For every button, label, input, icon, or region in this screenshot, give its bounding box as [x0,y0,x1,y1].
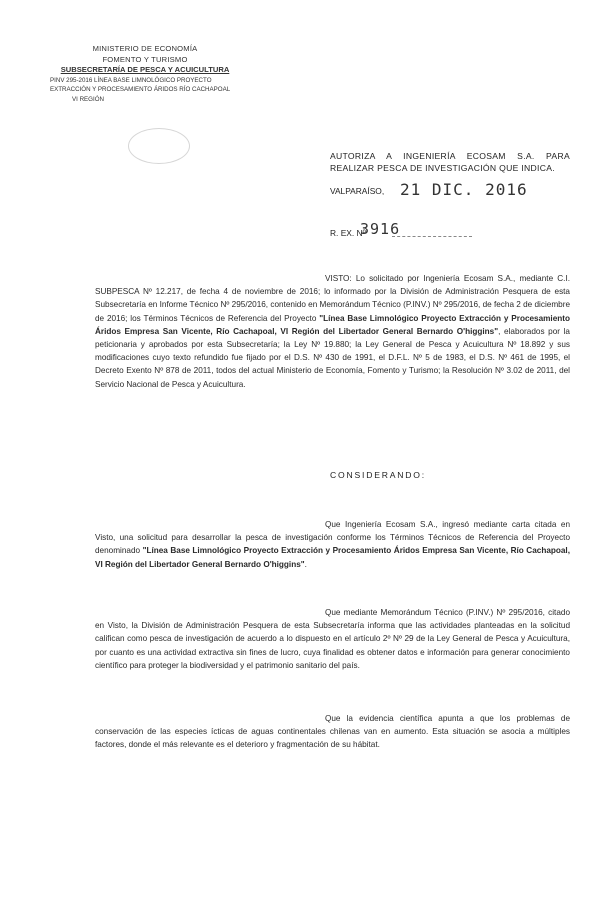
considerando-p1-text-b: . [304,559,307,569]
letterhead-ref-1: PINV 295-2016 LÍNEA BASE LIMNOLÓGICO PROYECTO [50,76,212,84]
resolution-line [330,220,530,238]
visto-text-b: , elaborados por la peticionaria y aprobados por esta Subsecretaría; la Ley Nº 19.880; la Ley General de Pesca y Acuicultura Nº 18.892 y sus modificaciones cuyo texto refundido fue fijado por el D.S. Nº 430 de 1991, el D.F.L. Nº 5 de 1983, el D.S. Nº 461 de 1995, el Decreto Exento Nº 878 de 2011, todos del actual Ministerio de Economía, Fomento y Turismo; la Resolución Nº 3.02 de 2011, del Servicio Nacional de Pesca y Acuicultura. [95,326,570,389]
considerando-heading: CONSIDERANDO: [330,470,426,480]
considerando-paragraph-1 [95,518,570,571]
faded-stamp [128,128,190,164]
visto-project-title: "Línea Base Limnológico Proyecto Extracción y Procesamiento Áridos Empresa San Vicente, Río Cachapoal, VI Región del Libertador General Bernardo O'higgins" [95,313,570,336]
date-stamp: 21 DIC. 2016 [400,180,528,199]
visto-text-a: Lo solicitado por Ingeniería Ecosam S.A., mediante C.I. SUBPESCA Nº 12.217, de fecha 4 de noviembre de 2016; lo informado por la División de Administración Pesquera de esta Subsecretaría en Informe Técnico Nº 295/2016, contenido en Memorándum Técnico (P.INV.) Nº 295/2016, de fecha 2 de diciembre de 2016; los Términos Técnicos de Referencia del Proyecto [95,274,570,323]
visto-label: VISTO: [325,274,352,283]
letterhead-ministry: MINISTERIO DE ECONOMÍA [92,44,198,53]
visto-paragraph [95,272,570,391]
considerando-paragraph-2: Que mediante Memorándum Técnico (P.INV.) Nº 295/2016, citado en Visto, la División de Administración Pesquera de esta Subsecretaría informa que las actividades planteadas en la solicitud califican como pesca de investigación de acuerdo a lo dispuesto en el artículo 2º Nº 29 de la Ley General de Pesca y Acuicultura, por cuanto es una actividad extractiva sin fines de lucro, cuya finalidad es obtener datos e información para generar conocimiento científico para proteger la biodiversidad y el patrimonio sanitario del país. [95,608,570,670]
considerando-p1-project-title: "Línea Base Limnológico Proyecto Extracción y Procesamiento Áridos Empresa San Vicente, Río Cachapoal, VI Región del Libertador General Bernardo O'higgins" [95,546,570,569]
document-subject: AUTORIZA A INGENIERÍA ECOSAM S.A. PARA REALIZAR PESCA DE INVESTIGACIÓN QUE INDICA. [330,151,570,173]
resolution-dotted-line [392,236,472,237]
date-label: VALPARAÍSO, [330,186,385,196]
considerando-paragraph-3: Que la evidencia científica apunta a que los problemas de conservación de las especies ícticas de aguas continentales chilenas van en aumento. Esta situación se asocia a múltiples factores, donde el más relevante es el deterioro y fragmentación de su hábitat. [95,714,570,750]
resolution-number: 3916 [360,220,401,238]
date-line [330,180,570,199]
considerando-p1-text-a: Que Ingeniería Ecosam S.A., ingresó mediante carta citada en Visto, una solicitud para desarrollar la pesca de investigación conforme los Términos Técnicos de Referencia del Proyecto denominado [95,520,570,556]
letterhead-ministry-sub: FOMENTO Y TURISMO [102,54,188,64]
letterhead-ref-2: EXTRACCIÓN Y PROCESAMIENTO ÁRIDOS RÍO CACHAPOAL [50,86,231,93]
letterhead-ref-3: VI REGIÓN [72,95,104,103]
letterhead-subsecretaria: SUBSECRETARÍA DE PESCA Y ACUICULTURA [60,65,230,74]
letterhead [40,44,250,104]
resolution-label: R. EX. Nº [330,228,366,238]
